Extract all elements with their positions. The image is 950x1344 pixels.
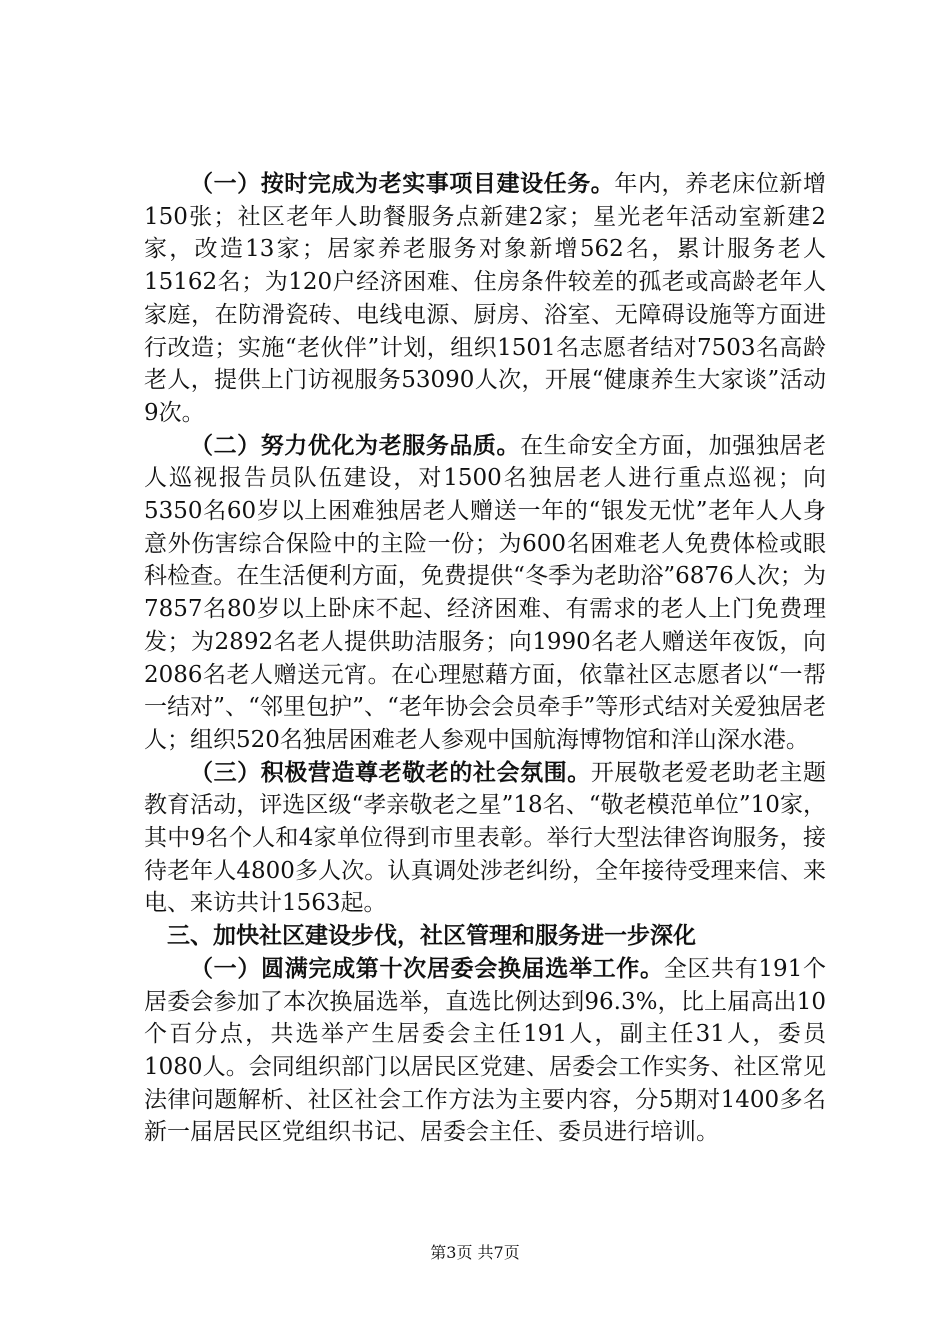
paragraph-1-text: 年内，养老床位新增150张；社区老年人助餐服务点新建2家；星光老年活动室新建2家，改造13家；居家养老服务对象新增562名，累计服务老人15162名；为120户经济困难、住房条件较差的孤老或高龄老年人家庭，在防滑瓷砖、电线电源、厨房、浴室、无障碍设施等方面进行改造；实施“老伙伴”计划，组织1501名志愿者结对7503名高龄老人，提供上门访视服务53090人次，开展“健康养生大家谈”活动9次。 (144, 171, 827, 426)
paragraph-3-lead: （三）积极营造尊老敬老的社会氛围。 (190, 758, 591, 786)
section-heading: 三、加快社区建设步伐，社区管理和服务进一步深化 (167, 922, 696, 950)
paragraph-2-text: 在生命安全方面，加强独居老人巡视报告员队伍建设，对1500名独居老人进行重点巡视；向5350名60岁以上困难独居老人赠送一年的“银发无忧”老年人人身意外伤害综合保险中的主险一份；为600名困难老人免费体检或眼科检查。在生活便利方面，免费提供“冬季为老助浴”6876人次；为7857名80岁以上卧床不起、经济困难、有需求的老人上门免费理发；为2892名老人提供助洁服务；向1990名老人赠送年夜饭，向2086名老人赠送元宵。在心理慰藉方面，依靠社区志愿者以“一帮一结对”、“邻里包护”、“老年协会会员牵手”等形式结对关爱独居老人；组织520名独居困难老人参观中国航海博物馆和洋山深水港。 (144, 432, 827, 753)
paragraph-1-lead: （一）按时完成为老实事项目建设任务。 (190, 170, 615, 197)
paragraph-2 (144, 430, 826, 757)
paragraph-3 (144, 757, 826, 921)
paragraph-4-lead: （一）圆满完成第十次居委会换届选举工作。 (190, 954, 664, 982)
paragraph-3-text: 开展敬老爱老助老主题教育活动，评选区级“孝亲敬老之星”18名、“敬老模范单位”10家，其中9名个人和4家单位得到市里表彰。举行大型法律咨询服务，接待老年人4800多人次。认真调处涉老纠纷，全年接待受理来信、来电、来访共计1563起。 (144, 759, 827, 917)
paragraph-2-lead: （二）努力优化为老服务品质。 (190, 431, 521, 459)
page-footer: 第3页 共7页 (430, 1243, 520, 1262)
document-body (144, 168, 826, 1149)
paragraph-4 (144, 953, 826, 1149)
paragraph-4-text: 全区共有191个居委会参加了本次换届选举，直选比例达到96.3%，比上届高出10个百分点，共选举产生居委会主任191人，副主任31人，委员1080人。会同组织部门以居民区党建、居委会工作实务、社区常见法律问题解析、社区社会工作方法为主要内容，分5期对1400多名新一届居民区党组织书记、居委会主任、委员进行培训。 (144, 955, 827, 1146)
paragraph-1 (144, 168, 826, 430)
